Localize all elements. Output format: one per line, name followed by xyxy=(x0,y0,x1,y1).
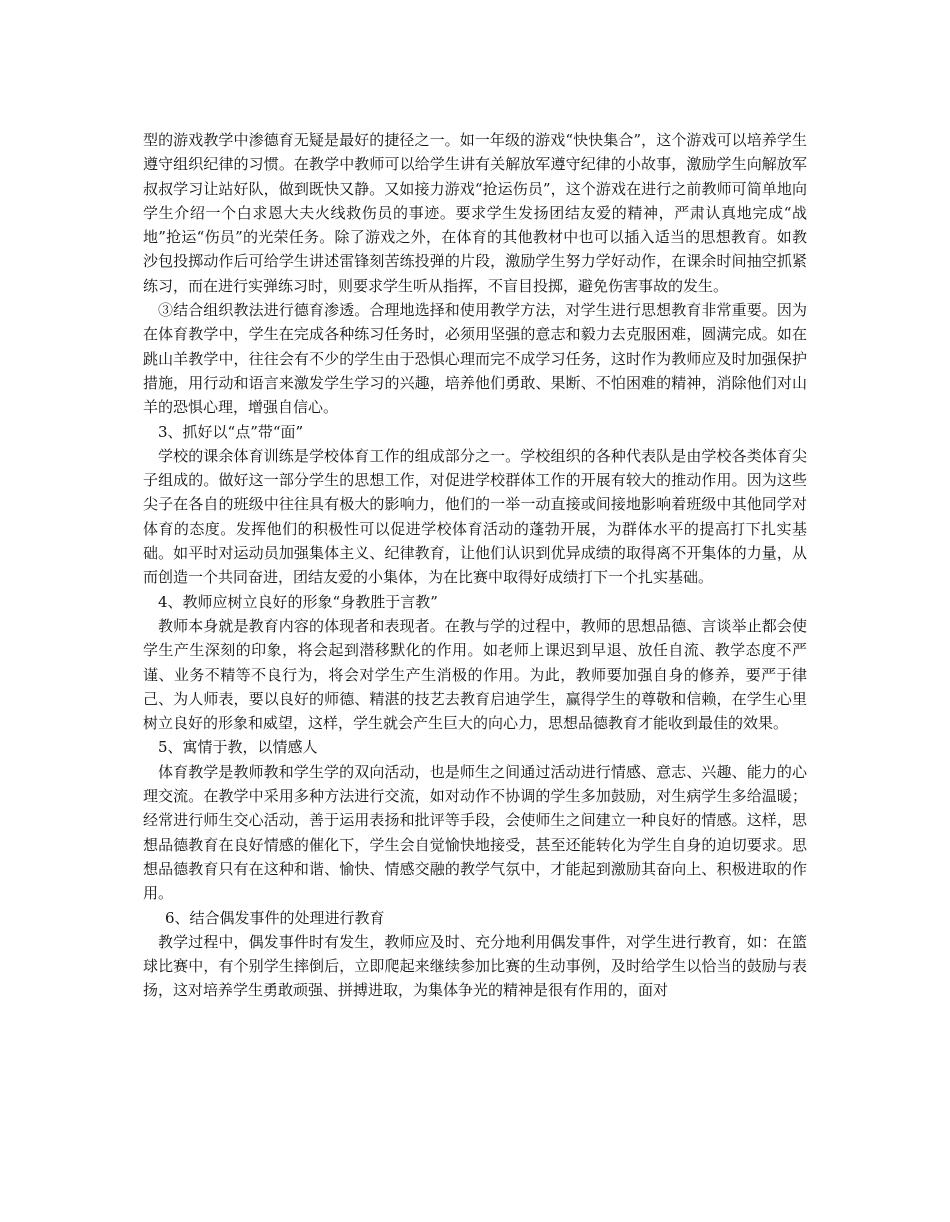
paragraph-extracurricular-training: 学校的课余体育训练是学校体育工作的组成部分之一。学校组织的各种代表队是由学校各类体育尖子组成的。做好这一部分学生的思想工作，对促进学校群体工作的开展有较大的推动作用。因为这些尖子在各自的班级中往往具有极大的影响力，他们的一举一动直接或间接地影响着班级中其他同学对体育的态度。发挥他们的积极性可以促进学校体育活动的蓬勃开展，为群体水平的提高打下扎实基础。如平时对运动员加强集体主义、纪律教育，让他们认识到优异成绩的取得离不开集体的力量，从而创造一个共同奋进，团结友爱的小集体，为在比赛中取得好成绩打下一个扎实基础。 xyxy=(143,446,807,587)
paragraph-emotion-teaching: 体育教学是教师教和学生学的双向活动，也是师生之间通过活动进行情感、意志、兴趣、能力的心理交流。在教学中采用多种方法进行交流，如对动作不协调的学生多加鼓励，对生病学生多给温暖；经常进行师生交心活动，善于运用表扬和批评等手段，会使师生之间建立一种良好的情感。这样，思想品德教育在良好情感的催化下，学生会自觉愉快地接受，甚至还能转化为学生自身的迫切要求。思想品德教育只有在这种和谐、愉快、情感交融的教学气氛中，才能起到激励其奋向上、积极进取的作用。 xyxy=(143,762,807,903)
section-heading-4: 4、教师应树立良好的形象“身教胜于言教” xyxy=(158,592,438,611)
section-heading-5: 5、寓情于教，以情感人 xyxy=(158,738,318,757)
paragraph-teacher-image: 教师本身就是教育内容的体现者和表现者。在教与学的过程中，教师的思想品德、言谈举止都会使学生产生深刻的印象，将会起到潜移默化的作用。如老师上课迟到早退、放任自流、教学态度不严谨、业务不精等不良行为，将会对学生产生消极的作用。为此，教师要加强自身的修养，要严于律己、为人师表，要以良好的师德、精湛的技艺去教育启迪学生，赢得学生的尊敬和信赖，在学生心里树立良好的形象和威望，这样，学生就会产生巨大的向心力，思想品德教育才能收到最佳的效果。 xyxy=(143,616,807,733)
section-heading-3: 3、抓好以“点”带“面” xyxy=(158,422,304,441)
section-heading-6: 6、结合偶发事件的处理进行教育 xyxy=(165,908,385,927)
paragraph-games-moral-education: 型的游戏教学中渗德育无疑是最好的捷径之一。如一年级的游戏“快快集合”，这个游戏可以培养学生遵守组织纪律的习惯。在教学中教师可以给学生讲有关解放军遵守纪律的小故事，激励学生向解放军叔叔学习让站好队，做到既快又静。又如接力游戏“抢运伤员”，这个游戏在进行之前教师可简单地向学生介绍一个白求恩大夫火线救伤员的事迹。要求学生发扬团结友爱的精神，严肃认真地完成“战地”抢运“伤员”的光荣任务。除了游戏之外，在体育的其他教材中也可以插入适当的思想教育。如教沙包投掷动作后可给学生讲述雷锋刻苦练投弹的片段，激励学生努力学好动作，在课余时间抽空抓紧练习，而在进行实弹练习时，则要求学生听从指挥，不盲目投掷，避免伤害事故的发生。 xyxy=(143,131,807,295)
paragraph-organization-methods: ③结合组织教法进行德育渗透。合理地选择和使用教学方法，对学生进行思想教育非常重要。因为在体育教学中，学生在完成各种练习任务时，必须用坚强的意志和毅力去克服困难，圆满完成。如在跳山羊教学中，往往会有不少的学生由于恐惧心理而完不成学习任务，这时作为教师应及时加强保护措施，用行动和语言来激发学生学习的兴趣，培养他们勇敢、果断、不怕困难的精神，消除他们对山羊的恐惧心理，增强自信心。 xyxy=(143,301,807,417)
paragraph-incident-education: 教学过程中，偶发事件时有发生，教师应及时、充分地利用偶发事件，对学生进行教育，如：在篮球比赛中，有个别学生摔倒后，立即爬起来继续参加比赛的生动事例，及时给学生以恰当的鼓励与表扬，这对培养学生勇敢顽强、拼搏进取，为集体争光的精神是很有作用的，面对 xyxy=(143,932,807,1000)
document-body xyxy=(143,128,807,1003)
